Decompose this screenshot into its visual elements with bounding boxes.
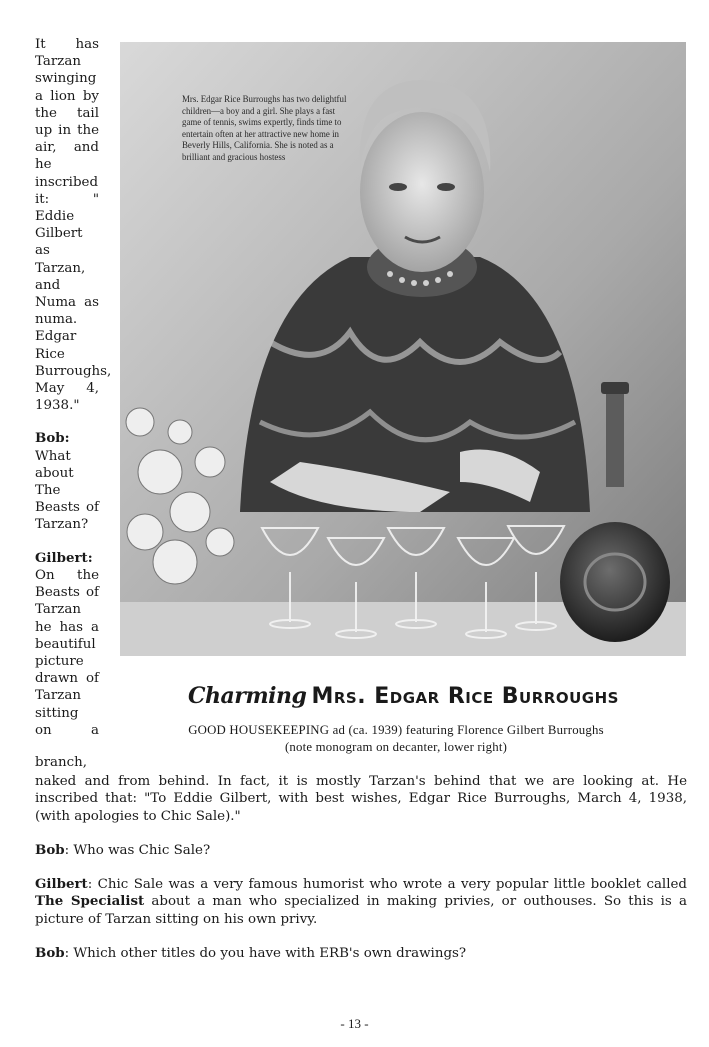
body-para-2 xyxy=(35,842,687,859)
body-para-4 xyxy=(35,945,687,962)
left-text-column xyxy=(35,36,112,755)
book-title: The Specialist xyxy=(35,893,145,910)
ad-headline xyxy=(188,683,658,717)
page-number: - 13 - xyxy=(340,1016,369,1031)
bob-question-3: : Which other titles do you have with ERB's own drawings? xyxy=(64,946,467,962)
left-para-bob xyxy=(35,430,99,533)
ad-caption-line-1: GOOD HOUSEKEEPING ad (ca. 1939) featuring Florence Gilbert Burroughs xyxy=(188,723,604,737)
headline-name: Mrs. Edgar Rice Burroughs xyxy=(311,684,619,709)
body-text xyxy=(35,773,687,979)
body-para-1: naked and from behind. In fact, it is mostly Tarzan's behind that we are looking at. He inscribed that: "To Eddie Gilbert, with best wishes, Edgar Rice Burroughs, March 4, 1938, (with apologies to Chic Sale)." xyxy=(35,774,687,824)
speaker-gilbert: Gilbert: xyxy=(35,549,93,566)
bob-question-2: : Who was Chic Sale? xyxy=(64,842,211,858)
ad-caption xyxy=(122,722,670,756)
ad-caption-line-2: (note monogram on decanter, lower right) xyxy=(284,740,508,754)
continued-word: branch, xyxy=(35,755,87,770)
headline-script: Charming xyxy=(188,683,307,709)
speaker-bob-2: Bob xyxy=(35,841,65,858)
speaker-bob: Bob: xyxy=(35,430,70,447)
left-para-gilbert xyxy=(35,550,99,739)
gilbert-answer-1: On the Beasts of Tarzan he has a beautiful picture drawn of Tarzan sitting on a xyxy=(35,567,99,738)
gilbert-answer-2-post: about a man who specialized in making privies, or outhouses. So this is a picture of Tarzan sitting on his own privy. xyxy=(35,894,687,927)
left-para-1: It has Tarzan swinging a lion by the tail up in the air, and he inscribed it: " Eddie Gilbert as Tarzan, and Numa as numa. Edgar Rice Burroughs, May 4, 1938." xyxy=(35,37,112,414)
gilbert-answer-2-pre: : Chic Sale was a very famous humorist who wrote a very popular little booklet called xyxy=(87,877,687,893)
photo-caption: Mrs. Edgar Rice Burroughs has two delightful children—a boy and a girl. She plays a fast game of tennis, swims expertly, finds time to entertain often at her attractive new home in Beverly Hills, California. She is noted as a brilliant and gracious hostess xyxy=(182,94,347,162)
bob-question-1: What about The Beasts of Tarzan? xyxy=(35,448,99,533)
advertisement-photo xyxy=(120,42,686,656)
speaker-gilbert-2: Gilbert xyxy=(35,876,88,893)
speaker-bob-3: Bob xyxy=(35,945,65,962)
body-para-3 xyxy=(35,876,687,928)
